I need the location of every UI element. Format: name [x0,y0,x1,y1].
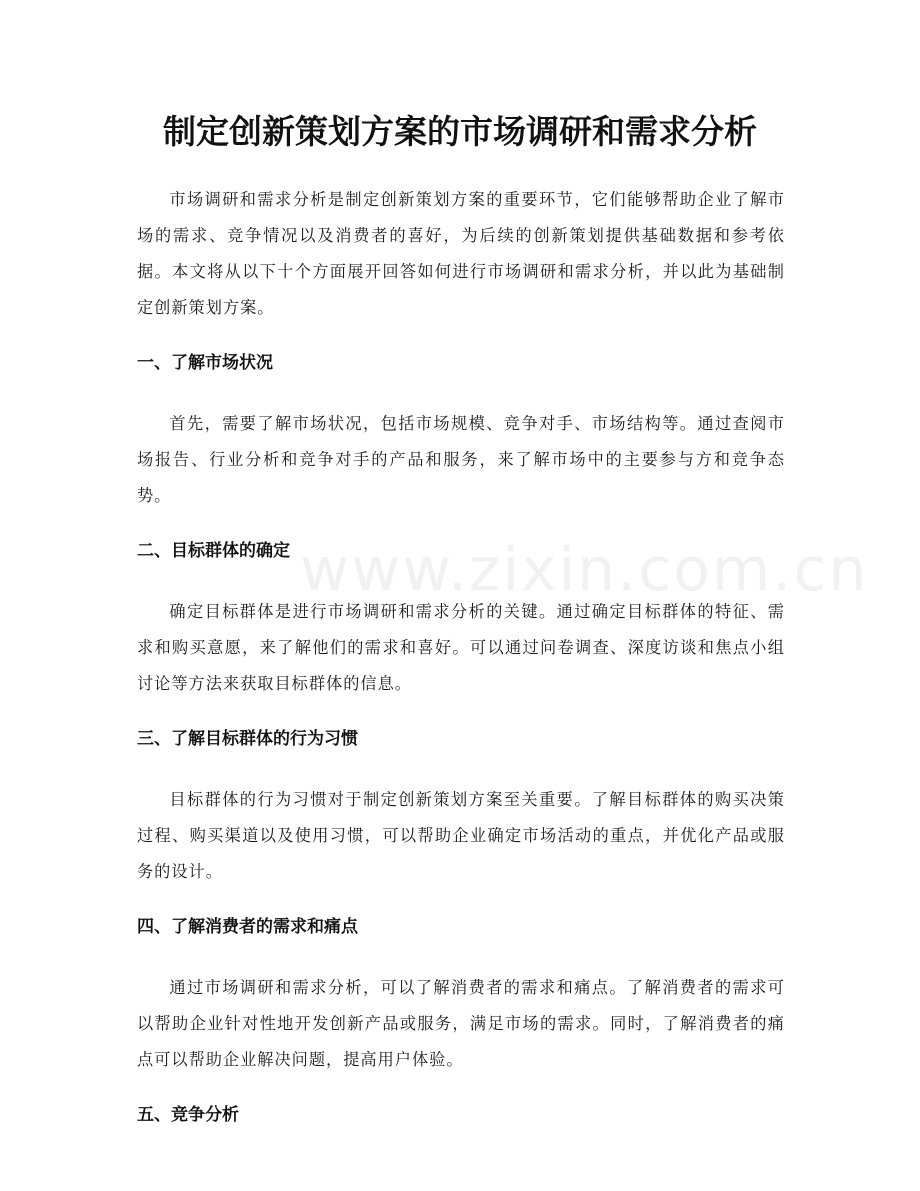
section-paragraph-1: 首先，需要了解市场状况，包括市场规模、竞争对手、市场结构等。通过查阅市场报告、行业分析和竞争对手的产品和服务，来了解市场中的主要参与方和竞争态势。 [137,414,785,505]
section-heading-4: 四、了解消费者的需求和痛点 [137,917,358,937]
section-heading-1: 一、了解市场状况 [137,353,273,373]
section-paragraph-4: 通过市场调研和需求分析，可以了解消费者的需求和痛点。了解消费者的需求可以帮助企业针对性地开发创新产品或服务，满足市场的需求。同时，了解消费者的痛点可以帮助企业解决问题，提高用户体验。 [137,978,785,1069]
section-paragraph-3: 目标群体的行为习惯对于制定创新策划方案至关重要。了解目标群体的购买决策过程、购买渠道以及使用习惯，可以帮助企业确定市场活动的重点，并优化产品或服务的设计。 [137,790,785,881]
section-heading-5: 五、竞争分析 [137,1105,239,1125]
document-body [137,182,785,1158]
section-paragraph-2: 确定目标群体是进行市场调研和需求分析的关键。通过确定目标群体的特征、需求和购买意愿，来了解他们的需求和喜好。可以通过问卷调查、深度访谈和焦点小组讨论等方法来获取目标群体的信息。 [137,602,785,693]
section-heading-2: 二、目标群体的确定 [137,541,290,561]
watermark: www.zixin.com.cn [300,535,869,605]
page-title: 制定创新策划方案的市场调研和需求分析 [163,112,757,151]
section-heading-3: 三、了解目标群体的行为习惯 [137,729,358,749]
intro-paragraph: 市场调研和需求分析是制定创新策划方案的重要环节，它们能够帮助企业了解市场的需求、竞争情况以及消费者的喜好，为后续的创新策划提供基础数据和参考依据。本文将从以下十个方面展开回答如何进行市场调研和需求分析，并以此为基础制定创新策划方案。 [137,190,785,317]
